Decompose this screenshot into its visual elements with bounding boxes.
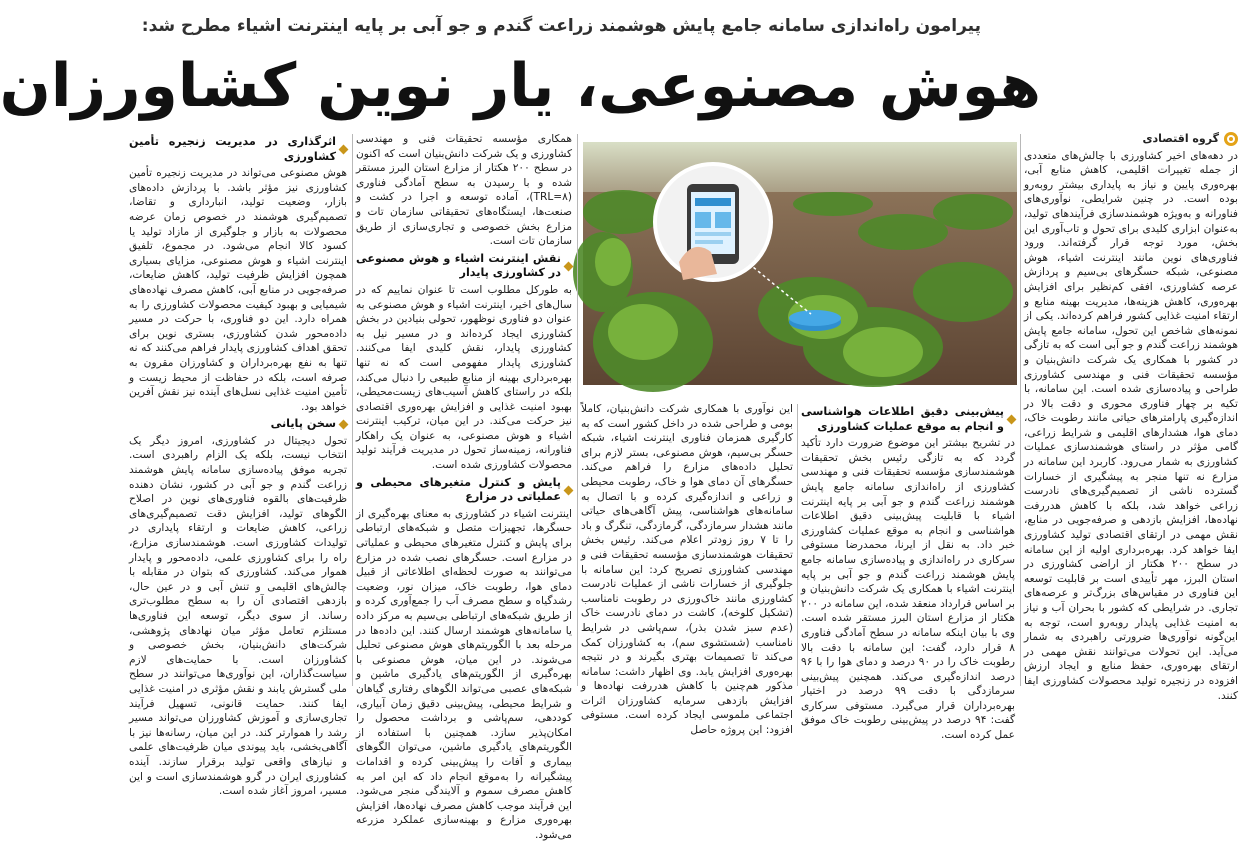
column-3	[581, 402, 793, 737]
column-1	[1024, 132, 1238, 702]
column-2	[801, 402, 1015, 742]
column-divider	[1020, 134, 1021, 686]
section-heading-text: پایش و کنترل متغیرهای محیطی و عملیاتی در مزارع	[356, 475, 561, 504]
heading-bullet-icon	[564, 261, 574, 271]
column-4	[356, 132, 572, 841]
heading-bullet-icon	[339, 420, 349, 430]
article-headline: هوش مصنوعی، یار نوین کشاورزان	[0, 51, 1041, 121]
paragraph: تحول دیجیتال در کشاورزی، امروز دیگر یک انتخاب نیست، بلکه یک الزام راهبردی است. تجربه موفق پیاده‌سازی سامانه پایش هوشمند زراعت گندم و جو آبی در کشور، نشان دهنده ظرفیت‌های بالقوه فناوری‌های نوین در اصلاح الگوهای تولید، افزایش دقت تصمیم‌گیری‌های زراعی، کاهش ضایعات و ارتقاء پایداری در تولیدات کشاورزی است. هوشمندسازی مزارع، راه را برای کشاورزی علمی، داده‌محور و پایدار هموار می‌کند. کشاورزی که بتوان در مقابله با چالش‌های اقلیمی و تنش آبی و در عین حال، بازدهی اقتصادی آن را به سطح مطلوب‌تری رساند. از سوی دیگر، توسعه این فناوری‌ها مستلزم تعامل مؤثر میان نهادهای پژوهشی، شرکت‌های دانش‌بنیان، بخش خصوصی و کشاورزان است. با حمایت‌های لازم سیاست‌گذاران، این نوآوری‌ها می‌توانند در سطح ملی گسترش یابند و نقش مؤثری در امنیت غذایی ایفا کنند. حمایت قانونی، تسهیل فرآیند تجاری‌سازی و آموزش کشاورزان می‌تواند مسیر رشد را هموارتر کند. در این میان، رسانه‌ها نیز با آگاهی‌بخشی، باید پیوندی میان ظرفیت‌های علمی و نیازهای واقعی تولید برقرار سازند. آینده کشاورزی ایران در گرو هوشمندسازی است و این مسیر، امروز آغاز شده است.	[129, 434, 347, 798]
paragraph: به طورکل مطلوب است تا عنوان نماییم که در سال‌های اخیر، اینترنت اشیاء و هوش مصنوعی به عنوان دو فناوری نوظهور، تحولی بنیادین در بخش کشاورزی ایجاد کرده‌اند و در مسیر نیل به کشاورزی پایدار، نقش کلیدی ایفا می‌کنند. کشاورزی پایدار مفهومی است که نه تنها بهره‌برداری بهینه از منابع طبیعی را دنبال می‌کند، بلکه در راستای کاهش آسیب‌های زیست‌محیطی، بهبود امنیت غذایی و افزایش بهره‌وری اقتصادی نیز حرکت می‌کند. در این میان، ترکیب اینترنت اشیاء و هوش مصنوعی، به عنوان یک راهکار فناورانه، زمینه‌ساز تحول در مدیریت فرآیند تولید محصولات کشاورزی شده است.	[356, 283, 572, 472]
heading-bullet-icon	[1007, 415, 1017, 425]
heading-bullet-icon	[564, 485, 574, 495]
newspaper-logo-icon	[1224, 132, 1238, 146]
byline-text: گروه اقتصادی	[1142, 132, 1219, 145]
paragraph: اینترنت اشیاء در کشاورزی به معنای بهره‌گیری از حسگرها، تجهیزات متصل و شبکه‌های ارتباطی برای پایش و کنترل متغیرهای محیطی و عملیاتی در مزارع است. حسگرهای نصب شده در مزارع می‌توانند به صورت لحظه‌ای اطلاعاتی از قبیل دمای هوا، رطوبت خاک، میزان نور، وضعیت رشدگیاه و سطح مصرف آب را جمع‌آوری کرده و از طریق شبکه‌های ارتباطی بی‌سیم به مرکز داده یا سامانه‌های هوشمند ارسال کنند. این داده‌ها در مرحله بعد با الگوریتم‌های هوش مصنوعی تحلیل می‌شوند. در این میان، هوش مصنوعی با بهره‌گیری از الگوریتم‌های یادگیری ماشین و شبکه‌های عصبی می‌تواند الگوهای رفتاری گیاهان و شرایط محیطی، پیش‌بینی دقیق زمان آبیاری، کوددهی، سم‌پاشی و برداشت محصول را امکان‌پذیر سازد. همچنین با استفاده از الگوریتم‌های یادگیری ماشین، می‌توان الگوهای بیماری و آفات را پیش‌بینی کرده و اقدامات پیشگیرانه را به‌موقع انجام داد که این امر به کاهش مصرف سموم و آلایندگی منجر می‌شود. این فرآیند موجب کاهش مصرف نهاده‌ها، افزایش بهره‌وری مزارع و بهینه‌سازی عملکرد مزرعه می‌شود.	[356, 507, 572, 841]
paragraph: در تشریح بیشتر این موضوع ضرورت دارد تأکید گردد که به تازگی رئیس بخش تحقیقات هوشمندسازی مؤسسه تحقیقات فنی و مهندسی کشاورزی از راه‌اندازی سامانه جامع پایش هوشمند زراعت گندم و جو آبی بر پایه اینترنت اشیاء با قابلیت پیش‌بینی دقیق اطلاعات هواشناسی و انجام به موقع عملیات کشاورزی خبر داد. به نقل از ایرنا، محمدرضا مستوفی سرکاری در راه‌اندازی و پیاده‌سازی سامانه جامع پایش هوشمند زراعت گندم و جو آبی بر پایه اینترنت اشیاء با همکاری یک شرکت دانش‌بنیان و بر اساس قرارداد منعقد شده، این سامانه در ۲۰۰ هکتار از مزارع استان البرز مستقر شده است. وی با بیان اینکه سامانه در سطح آمادگی فناوری ۸ قرار دارد، گفت: این سامانه با دقت بالا رطوبت خاک را در ۹۰ درصد و دمای هوا را با ۹۶ درصد اندازه‌گیری می‌کند. همچنین پیش‌بینی سرمازدگی با دقت ۹۹ درصد در اختیار بهره‌برداران قرار می‌گیرد. مستوفی سرکاری گفت: ۹۴ درصد در پیش‌بینی رطوبت خاک موفق عمل کرده است.	[801, 437, 1015, 742]
section-heading	[129, 135, 347, 164]
section-byline	[1024, 132, 1238, 147]
heading-bullet-icon	[339, 145, 349, 155]
section-heading	[801, 405, 1015, 434]
section-heading	[356, 252, 572, 281]
paragraph: این نوآوری با همکاری شرکت دانش‌بنیان، کاملاً بومی و طراحی شده در داخل کشور است که به کارگیری همزمان فناوری اینترنت اشیاء، شبکه حسگر بی‌سیم، هوش مصنوعی، بستر لازم برای تحلیل داده‌های مزارع را فراهم می‌کند. حسگرهای آن دمای هوا و خاک، رطوبت محیطی و زراعی و اندازه‌گیری کرده و با اتصال به سامانه‌های هواشناسی، پیش آگاهی‌های حیاتی مانند هشدار سرمازدگی، گرمازدگی، تنگرگ و باد را تا ۷ روز زودتر اعلام می‌کند. رئیس بخش تحقیقات هوشمندسازی مؤسسه تحقیقات فنی و مهندسی کشاورزی تصریح کرد: این سامانه با جلوگیری از خسارات ناشی از عملیات نادرست کشاورزی مانند خاک‌ورزی در رطوبت نامناسب (تشکیل کلوخه)، کاشت در دمای نادرست خاک (عدم سبز شدن بذر)، سم‌پاشی در شرایط نامناسب (شستشوی سم)، به کشاورزان کمک می‌کند تا تصمیمات بهتری بگیرند و در نتیجه بهره‌وری افزایش یابد. وی اظهار داشت: سامانه مذکور هم‌چنین با کاهش هدررفت نهاده‌ها و افزایش بازدهی سرمایه کشاورزان اثرات اجتماعی ملموسی ایجاد کرده است. مستوفی افزود: این پروژه حاصل	[581, 403, 793, 737]
section-heading-text: نقش اینترنت اشیاء و هوش مصنوعی در کشاورزی پایدار	[356, 251, 561, 280]
section-heading-text: سخن پایانی	[270, 417, 336, 431]
column-5	[129, 132, 347, 798]
paragraph: هوش مصنوعی می‌تواند در مدیریت زنجیره تأمین کشاورزی نیز مؤثر باشد. با پردازش داده‌های بازار، وضعیت تولید، انبارداری و تقاضا، تصمیم‌گیری هوشمند در خصوص زمان عرضه محصولات به بازار و جلوگیری از مازاد تولید یا کسود کالا انجام می‌شود. در مجموع، تلفیق اینترنت اشیاء و هوش مصنوعی، مزایای بسیاری همچون افزایش ظرفیت تولید، کاهش ضایعات، صرفه‌جویی در منابع آبی، کاهش مصرف نهاده‌های شیمیایی و بهبود کیفیت محصولات کشاورزی را به همراه دارد. این دو فناوری، با حرکت در مسیر داده‌محور شدن کشاورزی، بستری نوین برای تحقق اهداف کشاورزی پایدار فراهم می‌کنند که نه تنها به نفع بهره‌برداران و کشاورزان مقرون به صرفه است، بلکه در حفاظت از محیط زیست و تأمین امنیت غذایی نسل‌های آینده نیز نقش آفرین خواهد بود.	[129, 167, 347, 413]
paragraph: همکاری مؤسسه تحقیقات فنی و مهندسی کشاورزی و یک شرکت دانش‌بنیان است که اکنون در سطح ۲۰۰ هکتار از مزارع استان البرز مستقر شده و با رسیدن به سطح آمادگی فناوری (TRL=۸)، آماده توسعه و اجرا در کشت و صنعت‌ها، ایستگاه‌های تحقیقاتی سازمان تات و مزارع بخش خصوصی و تجاری‌سازی از طریق سازمان تات است.	[356, 133, 572, 248]
article-photo	[583, 142, 1017, 385]
crop-field-photo	[583, 142, 1017, 385]
section-heading	[356, 476, 572, 505]
section-heading-text: اثرگذاری در مدیریت زنجیره تأمین کشاورزی	[129, 135, 336, 163]
column-divider	[577, 134, 578, 686]
column-divider	[352, 134, 353, 686]
section-heading-text: پیش‌بینی دقیق اطلاعات هواشناسی و انجام به موقع عملیات کشاورزی	[801, 405, 1004, 433]
section-heading	[129, 417, 347, 432]
column-divider	[797, 404, 798, 686]
paragraph: در دهه‌های اخیر کشاورزی با چالش‌های متعددی از جمله تغییرات اقلیمی، کاهش منابع آبی، بهره‌وری پایین و نیاز به پایداری بیشتر روبه‌رو بوده است. در چنین شرایطی، نوآوری‌های فناورانه و به‌ویژه هوشمندسازی فرآیندهای تولید، به‌عنوان ابزاری کلیدی برای تحول و تاب‌آوری این بخش، مورد توجه قرار گرفته‌اند. ورود فناوری‌های نوین مانند اینترنت اشیاء، هوش مصنوعی، شبکه حسگرهای بی‌سیم و پردازش عرصه کشاورزی، افقی کم‌نظیر برای افزایش بهره‌وری، کاهش هزینه‌ها، مدیریت بهینه منابع و ارتقاء امنیت غذایی کشور فراهم کرده‌اند. یکی از نمونه‌های شاخص این تحول، سامانه جامع پایش هوشمند زراعت گندم و جو آبی است که به تازگی در کشور با همکاری یک شرکت دانش‌بنیان و مؤسسه تحقیقات فنی و مهندسی کشاورزی طراحی و پیاده‌سازی شده است. این سامانه، با تکیه بر چهار فناوری محوری و دقت بالا در اندازه‌گیری پارامترهای حیاتی مانند رطوبت خاک، دمای هوا، هشدارهای اقلیمی و شرایط زراعی، گامی مؤثر در راستای هوشمندسازی عملیات کشاورزی به شمار می‌رود. کاربرد این سامانه در مزارع نه تنها منجر به پیشگیری از خسارات گسترده ناشی از تصمیم‌گیری‌های نادرست زراعی خواهد شد، بلکه با کاهش هدررفت نهاده‌ها، افزایش بازدهی و صرفه‌جویی در منابع، نقش مهمی در ارتقای اقتصادی تولید کشاورزی ایفا خواهد کرد. بهره‌برداری اولیه از این سامانه در سطح ۲۰۰ هکتار از اراضی کشاورزی در استان البرز، مهر تأییدی است بر قابلیت توسعه این فناوری در مقیاس‌های بزرگ‌تر و عرصه‌های تجاری. در شرایطی که کشور با بحران آب و نیاز به امنیت غذایی پایدار روبه‌رو است، توجه به این‌گونه نوآوری‌ها ضرورتی راهبردی به شمار می‌آید. این تحولات می‌توانند نقش مهمی در ارتقای بهره‌وری، حفظ منابع و ایجاد ارزش افزوده در زنجیره تولید محصولات کشاورزی ایفا کنند.	[1024, 149, 1238, 702]
article-subtitle: پیرامون راه‌اندازی سامانه جامع پایش هوشمند زراعت گندم و جو آبی بر پایه اینترنت اشیاء مطرح شد:	[141, 16, 981, 36]
